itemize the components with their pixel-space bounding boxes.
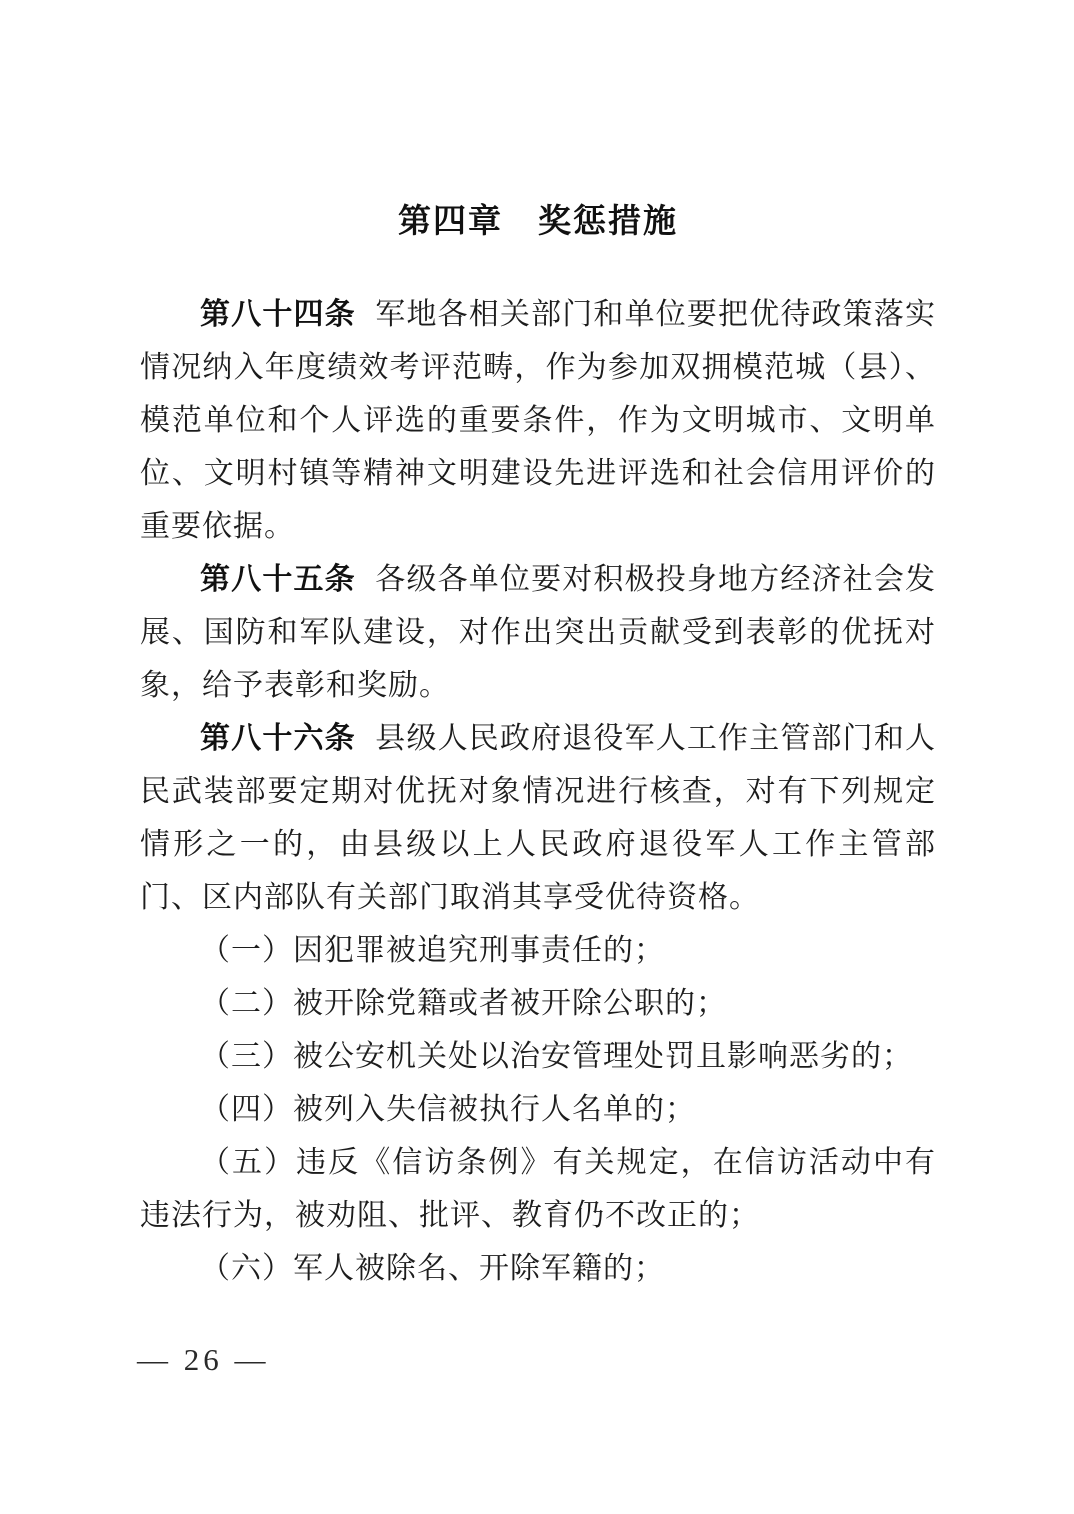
- page-number: — 26 —: [137, 1342, 270, 1377]
- clause-item-2: （二）被开除党籍或者被开除公职的；: [200, 987, 727, 1020]
- article-paragraph: [140, 288, 936, 553]
- article-text: 各级各单位要对积极投身地方经济社会发展、国防和军队建设，对作出突出贡献受到表彰的优抚对象，给予表彰和奖励。: [140, 563, 937, 702]
- clause-item-5: （五）违反《信访条例》有关规定，在信访活动中有违法行为，被劝阻、批评、教育仍不改正的；: [140, 1146, 936, 1232]
- article-paragraph: [140, 712, 936, 924]
- article-number-label: 第八十五条: [200, 563, 356, 596]
- article-paragraph: [140, 553, 936, 712]
- clause-item-1: （一）因犯罪被追究刑事责任的；: [200, 934, 665, 967]
- chapter-title: 第四章 奖惩措施: [398, 202, 678, 239]
- article-text: 军地各相关部门和单位要把优待政策落实情况纳入年度绩效考评范畴，作为参加双拥模范城（县）、模范单位和个人评选的重要条件，作为文明城市、文明单位、文明村镇等精神文明建设先进评选和社会信用评价的重要依据。: [140, 298, 937, 543]
- clause-item-4: （四）被列入失信被执行人名单的；: [200, 1093, 696, 1126]
- clause-item-6: （六）军人被除名、开除军籍的；: [200, 1252, 665, 1285]
- article-number-label: 第八十六条: [200, 722, 356, 755]
- document-content: [140, 200, 936, 1295]
- clause-item-3: （三）被公安机关处以治安管理处罚且影响恶劣的；: [200, 1040, 913, 1073]
- article-text: 县级人民政府退役军人工作主管部门和人民武装部要定期对优抚对象情况进行核查，对有下列规定情形之一的，由县级以上人民政府退役军人工作主管部门、区内部队有关部门取消其享受优待资格。: [140, 722, 937, 914]
- article-number-label: 第八十四条: [200, 298, 356, 331]
- document-body: [140, 288, 936, 1295]
